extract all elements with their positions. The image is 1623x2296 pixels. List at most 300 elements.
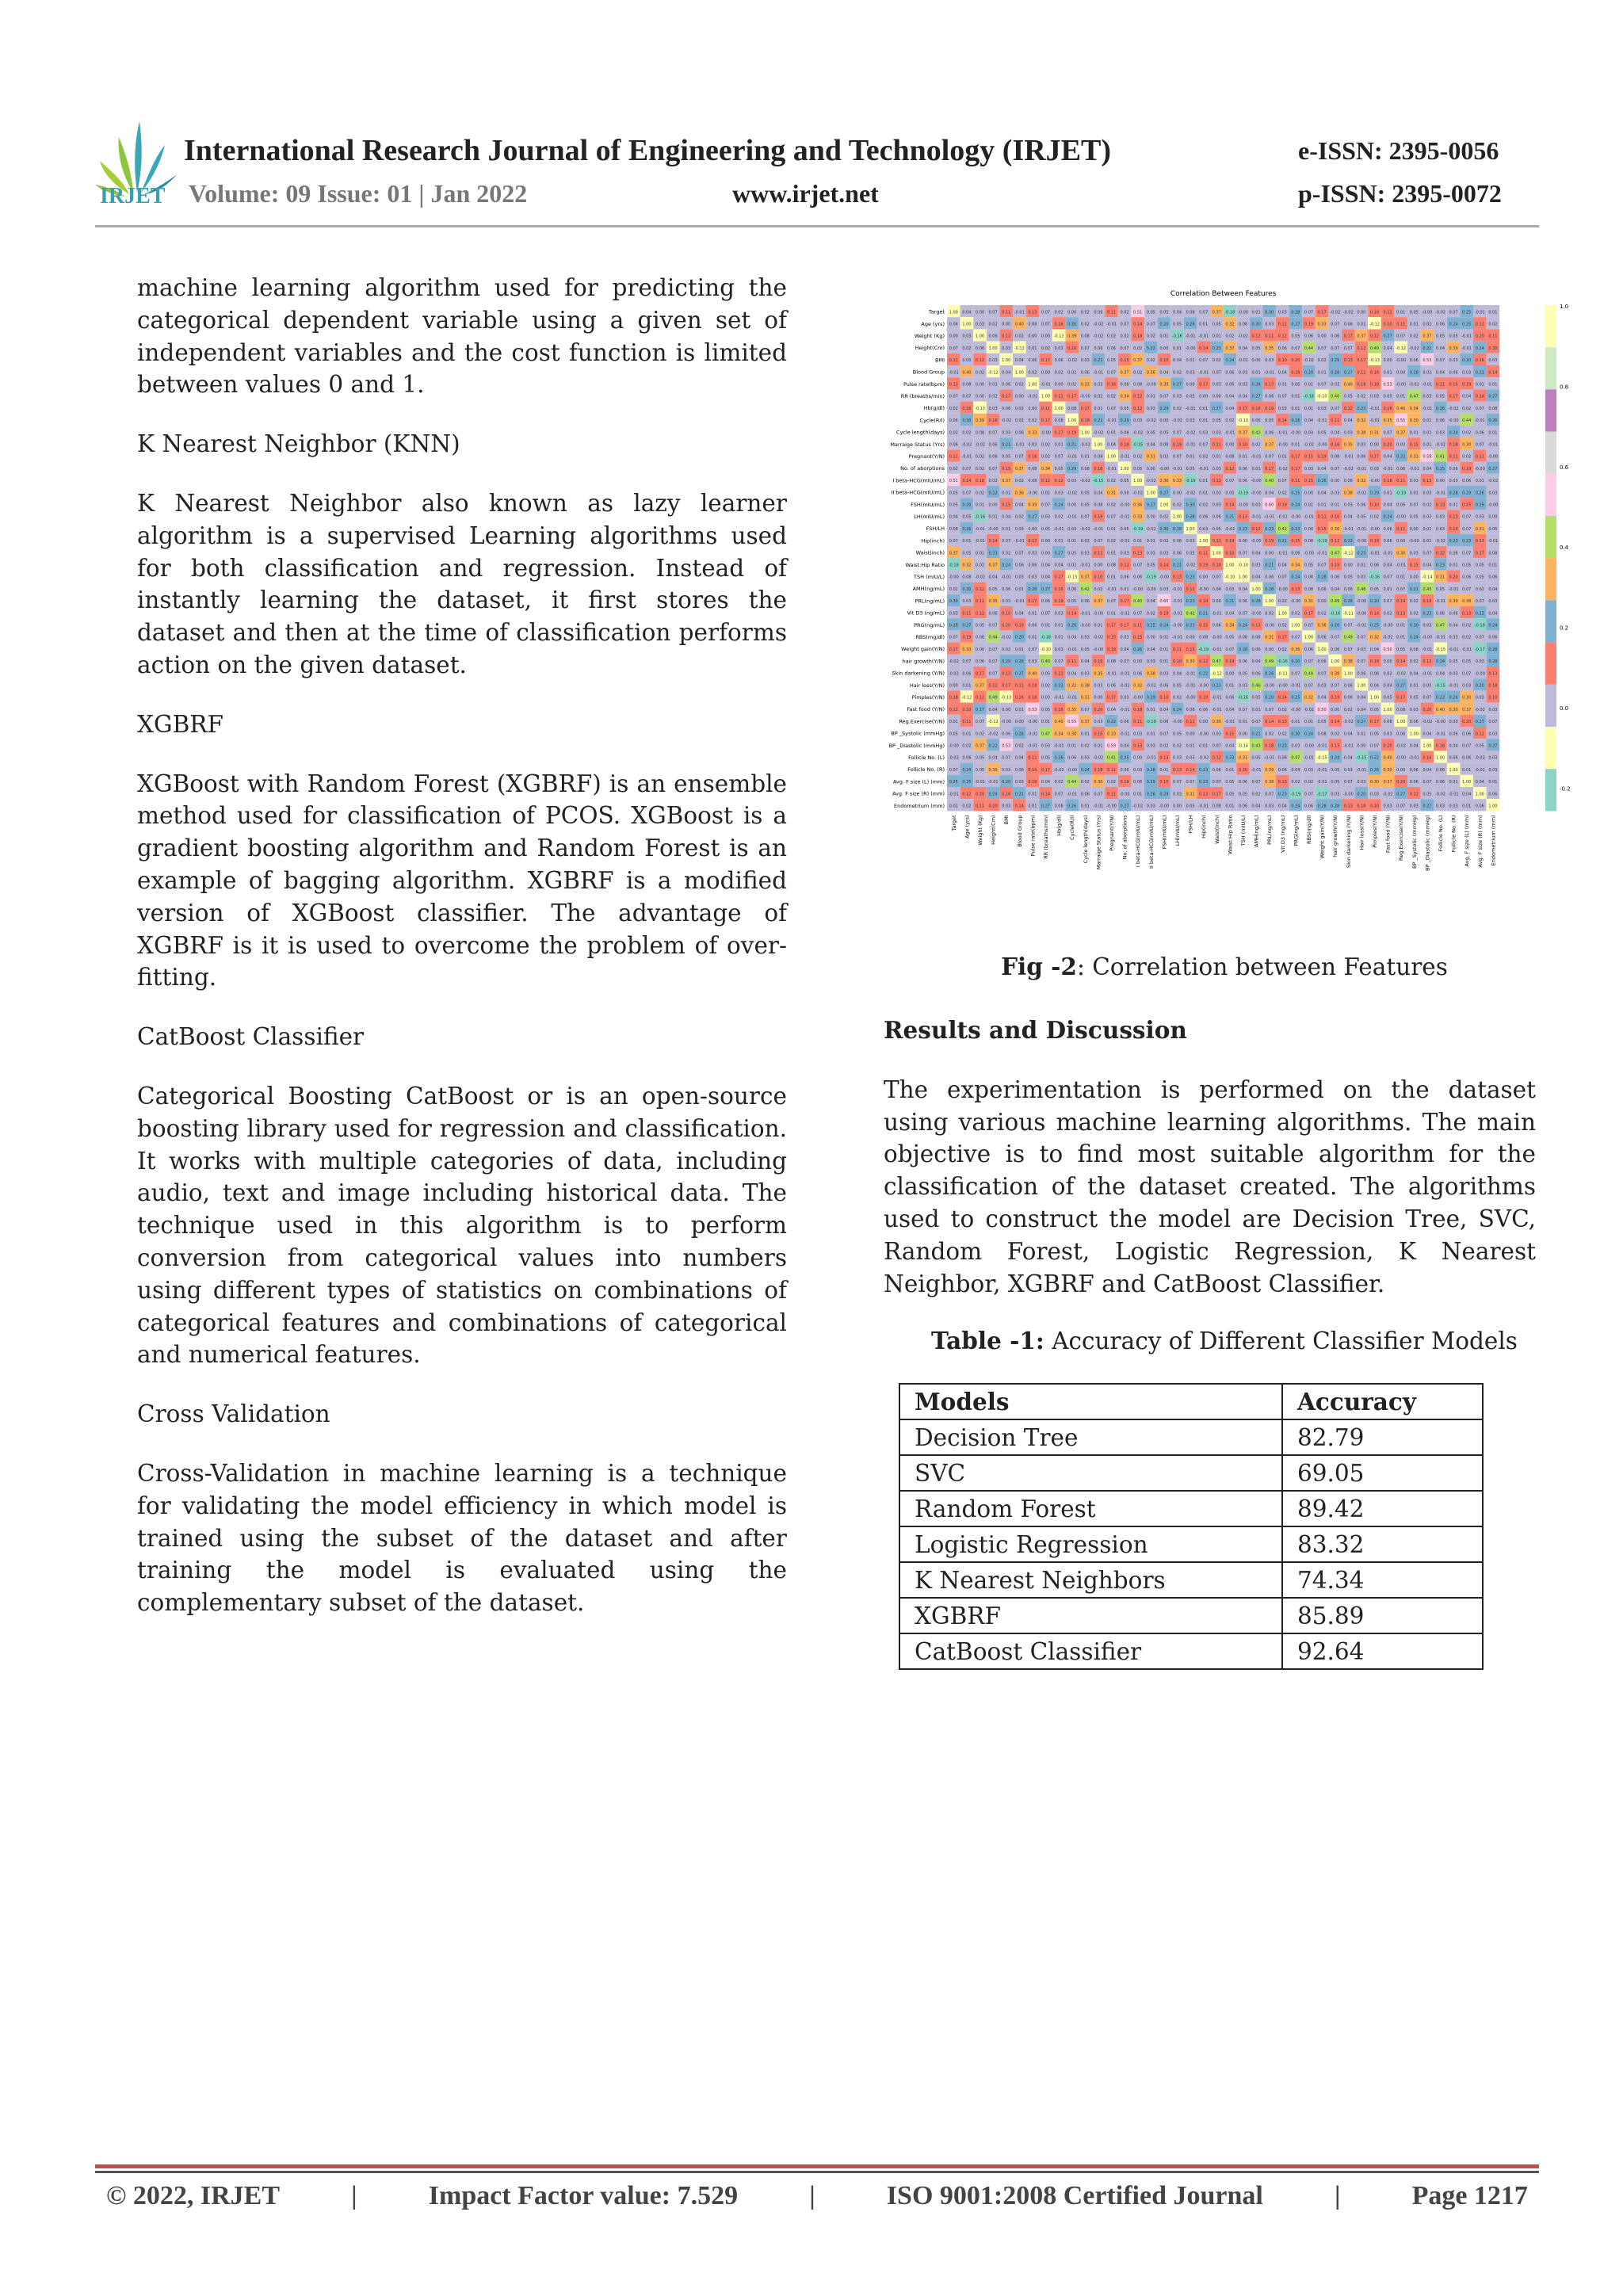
heatmap-cell-value: 0.11 — [1014, 683, 1024, 689]
heatmap-cell-value: 0.13 — [1396, 611, 1406, 617]
heatmap-cell-value: -0.02 — [1330, 310, 1341, 315]
heatmap-cell-value: 0.17 — [1238, 406, 1248, 411]
heatmap-cell-value: 0.01 — [1054, 635, 1064, 640]
heatmap-col-label: AMH(ng/mL) — [1253, 815, 1260, 847]
heatmap-cell-value: 0.06 — [1159, 683, 1169, 689]
heatmap-cell-value: 0.01 — [1199, 491, 1209, 496]
heatmap-cell-value: 0.07 — [1291, 671, 1300, 677]
table-caption-text: Accuracy of Different Classifier Models — [1044, 1328, 1518, 1354]
heatmap-cell-value: -0.01 — [975, 780, 985, 785]
website-link[interactable]: www.irjet.net — [732, 179, 879, 208]
heatmap-cell-value: -0.01 — [1185, 334, 1196, 339]
heatmap-cell-value: -0.12 — [961, 695, 972, 701]
heatmap-cell-value: 0.01 — [1094, 743, 1103, 749]
heatmap-cell-value: 0.32 — [1067, 683, 1077, 689]
heatmap-cell-value: 0.01 — [949, 586, 958, 592]
heatmap-cell-value: -0.01 — [1356, 623, 1367, 628]
heatmap-cell-value: 1.00 — [1396, 720, 1406, 725]
heatmap-cell-value: 0.01 — [1106, 430, 1117, 436]
heatmap-cell-value: 0.13 — [1159, 755, 1169, 761]
heatmap-cell-value: 0.07 — [1317, 346, 1327, 351]
heatmap-cell-value: 0.12 — [1225, 466, 1235, 472]
heatmap-cell-value: 0.07 — [1265, 792, 1274, 797]
heatmap-cell-value: 0.02 — [1014, 418, 1024, 424]
heatmap-cell-value: 0.06 — [1291, 551, 1300, 556]
heatmap-cell-value: 0.00 — [1159, 346, 1169, 351]
heatmap-cell-value: 0.00 — [1041, 551, 1051, 556]
heatmap-cell-value: 0.02 — [1369, 514, 1380, 520]
heatmap-cell-value: -0.00 — [1067, 767, 1078, 773]
heatmap-cell-value: 0.03 — [1028, 659, 1037, 665]
heatmap-cell-value: 0.28 — [1238, 647, 1248, 652]
heatmap-cell-value: 1.00 — [1304, 635, 1314, 640]
heatmap-cell-value: 0.05 — [1383, 394, 1392, 399]
heatmap-cell-value: -0.13 — [1238, 418, 1248, 424]
heatmap-cell-value: -0.00 — [1251, 611, 1262, 617]
heatmap-cell-value: 0.16 — [1435, 743, 1445, 749]
heatmap-cell-value: 0.06 — [1172, 551, 1182, 556]
table-row — [899, 1562, 1483, 1598]
heatmap-cell-value: 0.00 — [1159, 418, 1169, 424]
heatmap-cell-value: 0.05 — [1396, 647, 1406, 652]
heatmap-cell-value: 0.32 — [962, 563, 972, 568]
heatmap-cell-value: 0.02 — [1014, 382, 1024, 388]
heatmap-cell-value: 0.40 — [1435, 707, 1445, 712]
heatmap-cell-value: 0.02 — [1291, 780, 1300, 785]
heatmap-cell-value: -0.01 — [948, 792, 959, 797]
heatmap-cell-value: -0.01 — [1014, 539, 1025, 544]
heatmap-cell-value: -0.18 — [1224, 310, 1235, 315]
heatmap-cell-value: 0.00 — [1041, 334, 1051, 339]
heatmap-cell-value: -0.02 — [1198, 755, 1209, 761]
heatmap-cell-value: 0.25 — [1291, 695, 1300, 701]
heatmap-cell-value: 0.35 — [1343, 442, 1353, 448]
heatmap-title: Correlation Between Features — [1170, 290, 1277, 298]
heatmap-cell-value: 0.07 — [1120, 659, 1129, 665]
heatmap-cell-value: 0.02 — [1383, 671, 1392, 677]
heatmap-cell-value: 0.01 — [1304, 502, 1314, 508]
heatmap-cell-value: -0.19 — [1198, 647, 1209, 652]
heatmap-cell-value: -0.00 — [1027, 720, 1038, 725]
heatmap-cell-value: 0.13 — [1423, 479, 1432, 484]
heatmap-cell-value: 0.14 — [1186, 767, 1195, 773]
heatmap-cell-value: 0.01 — [1094, 623, 1103, 628]
heatmap-cell-value: 0.02 — [988, 394, 998, 399]
heatmap-cell-value: -0.01 — [1027, 743, 1038, 749]
heatmap-cell-value: 0.21 — [1199, 611, 1209, 617]
heatmap-cell-value: -0.19 — [1185, 479, 1196, 484]
heatmap-cell-value: 0.02 — [975, 370, 985, 376]
heatmap-cell-value: -0.02 — [1132, 491, 1144, 496]
heatmap-cell-value: 0.04 — [1251, 575, 1261, 580]
heatmap-cell-value: 0.02 — [1225, 418, 1235, 424]
heatmap-cell-value: 0.30 — [1067, 732, 1077, 737]
heatmap-cell-value: 0.17 — [949, 647, 958, 652]
heatmap-cell-value: 0.04 — [1159, 370, 1169, 376]
heatmap-cell-value: -0.02 — [1304, 442, 1314, 448]
heatmap-cell-value: 0.27 — [1172, 382, 1182, 388]
heatmap-cell-value: 0.00 — [1014, 394, 1024, 399]
heatmap-cell-value: -0.02 — [1435, 442, 1445, 448]
heatmap-cell-value: 0.04 — [1146, 442, 1155, 448]
heatmap-cell-value: 0.23 — [1186, 623, 1195, 628]
heatmap-row-label: Target — [928, 308, 945, 315]
heatmap-cell-value: 0.00 — [1199, 394, 1209, 399]
footer-copyright: © 2022, IRJET — [106, 2181, 281, 2210]
heatmap-cell-value: 0.06 — [1317, 586, 1327, 592]
heatmap-cell-value: 0.26 — [1475, 491, 1484, 496]
heatmap-cell-value: -0.12 — [1369, 322, 1380, 327]
heatmap-cell-value: 0.15 — [1449, 382, 1458, 388]
heatmap-cell-value: 0.33 — [1028, 430, 1037, 436]
heatmap-cell-value: -0.00 — [1041, 430, 1051, 436]
colorbar-band — [1545, 347, 1556, 389]
heatmap-cell-value: 0.11 — [1041, 406, 1051, 411]
heatmap-cell-value: 0.28 — [1409, 370, 1419, 376]
heatmap-cell-value: 0.05 — [1041, 707, 1051, 712]
heatmap-cell-value: 1.00 — [1317, 647, 1327, 652]
heatmap-cell-value: 0.01 — [1396, 394, 1406, 399]
heatmap-cell-value: 0.40 — [1396, 406, 1406, 411]
heatmap-cell-value: -0.00 — [948, 743, 959, 749]
heatmap-cell-value: 0.34 — [1409, 406, 1419, 411]
heatmap-cell-value: 0.06 — [1331, 334, 1340, 339]
heatmap-cell-value: 0.02 — [1251, 442, 1261, 448]
heatmap-cell-value: 0.01 — [1291, 442, 1300, 448]
heatmap-cell-value: 0.03 — [1094, 382, 1103, 388]
heatmap-cell-value: 0.16 — [1106, 382, 1117, 388]
heatmap-cell-value: 0.04 — [1277, 563, 1287, 568]
heatmap-cell-value: 0.13 — [1002, 671, 1011, 677]
heatmap-cell-value: 0.07 — [1291, 346, 1300, 351]
heatmap-cell-value: 0.05 — [1475, 563, 1484, 568]
heatmap-cell-value: 0.43 — [1251, 743, 1261, 749]
heatmap-cell-value: -0.16 — [1369, 575, 1380, 580]
heatmap-cell-value: 0.07 — [949, 346, 958, 351]
heatmap-cell-value: 0.00 — [1120, 491, 1129, 496]
heatmap-cell-value: 0.04 — [1014, 755, 1024, 761]
heatmap-cell-value: 0.26 — [1054, 755, 1064, 761]
heatmap-cell-value: 0.03 — [1435, 514, 1445, 520]
heatmap-row-label: BMI — [935, 357, 945, 364]
heatmap-cell-value: 0.40 — [1133, 599, 1143, 605]
heatmap-cell-value: 0.07 — [1238, 611, 1248, 617]
heatmap-cell-value: -0.01 — [1277, 514, 1288, 520]
heatmap-cell-value: 0.07 — [1159, 732, 1169, 737]
heatmap-cell-value: 0.12 — [975, 586, 985, 592]
heatmap-cell-value: 0.24 — [1291, 804, 1300, 809]
heatmap-cell-value: 0.05 — [1423, 792, 1432, 797]
heatmap-cell-value: 0.18 — [1133, 707, 1143, 712]
heatmap-col-label: Fast food (Y/N) — [1384, 815, 1392, 854]
heatmap-cell-value: 0.28 — [1449, 491, 1458, 496]
heatmap-cell-value: 0.06 — [1225, 695, 1235, 701]
heatmap-cell-value: -0.01 — [1079, 563, 1090, 568]
heatmap-cell-value: 0.04 — [1435, 671, 1445, 677]
heatmap-cell-value: 0.00 — [1146, 635, 1155, 640]
heatmap-cell-value: 0.04 — [1002, 370, 1011, 376]
heatmap-cell-value: 0.07 — [1054, 454, 1064, 460]
heatmap-cell-value: 0.08 — [1080, 466, 1090, 472]
heatmap-cell-value: 0.05 — [1172, 732, 1182, 737]
heatmap-cell-value: 0.23 — [1212, 683, 1221, 689]
heatmap-cell-value: 0.05 — [1369, 732, 1380, 737]
heatmap-cell-value: 0.01 — [1251, 707, 1261, 712]
heatmap-cell-value: 0.04 — [1409, 671, 1419, 677]
heatmap-cell-value: 0.19 — [1304, 322, 1314, 327]
heatmap-cell-value: -0.02 — [948, 671, 959, 677]
heatmap-cell-value: 0.21 — [1475, 370, 1484, 376]
heatmap-cell-value: -0.02 — [1145, 526, 1156, 532]
heatmap-cell-value: 0.10 — [1212, 563, 1221, 568]
heatmap-cell-value: 0.01 — [1002, 526, 1011, 532]
heatmap-cell-value: -0.01 — [1172, 611, 1182, 617]
heatmap-cell-value: -0.00 — [1396, 382, 1407, 388]
heatmap-cell-value: 0.01 — [1054, 539, 1064, 544]
heatmap-cell-value: 0.13 — [1172, 767, 1182, 773]
heatmap-cell-value: 0.10 — [1002, 611, 1011, 617]
heatmap-cell-value: 0.42 — [1251, 430, 1261, 436]
heatmap-cell-value: 0.02 — [1120, 310, 1129, 315]
heatmap-cell-value: 0.11 — [975, 804, 985, 809]
heatmap-col-label: Hb(g/dl) — [1056, 815, 1063, 836]
heatmap-cell-value: 0.06 — [1462, 732, 1472, 737]
heatmap-cell-value: 0.03 — [1238, 683, 1248, 689]
heatmap-cell-value: 0.13 — [1462, 611, 1472, 617]
heatmap-cell-value: 1.00 — [1159, 502, 1169, 508]
heatmap-cell-value: 0.01 — [1291, 394, 1300, 399]
heatmap-cell-value: 0.03 — [1423, 394, 1432, 399]
heatmap-cell-value: 0.30 — [1265, 310, 1274, 315]
heatmap-cell-value: -0.00 — [1198, 683, 1209, 689]
accuracy-cell: 92.64 — [1282, 1633, 1483, 1669]
heatmap-cell-value: 0.06 — [1251, 358, 1261, 364]
heatmap-cell-value: 0.01 — [1357, 732, 1366, 737]
heatmap-cell-value: 0.14 — [1277, 418, 1287, 424]
heatmap-cell-value: 0.17 — [1054, 430, 1064, 436]
heatmap-cell-value: -0.02 — [1408, 382, 1419, 388]
heatmap-cell-value: 0.38 — [1080, 683, 1090, 689]
heatmap-cell-value: 0.02 — [1080, 780, 1090, 785]
heatmap-cell-value: 0.00 — [1002, 707, 1011, 712]
heatmap-cell-value: -0.01 — [1067, 792, 1078, 797]
heatmap-cell-value: 0.11 — [1186, 720, 1195, 725]
heatmap-cell-value: 0.12 — [1212, 755, 1221, 761]
heatmap-cell-value: 0.03 — [1357, 780, 1366, 785]
colorbar-band — [1545, 769, 1556, 811]
heatmap-cell-value: 0.06 — [1369, 671, 1380, 677]
heatmap-cell-value: 0.07 — [1120, 322, 1129, 327]
heatmap-cell-value: 0.24 — [1159, 406, 1169, 411]
heatmap-cell-value: -0.00 — [1027, 491, 1038, 496]
heatmap-cell-value: -0.13 — [1067, 575, 1078, 580]
heatmap-cell-value: -0.02 — [1474, 707, 1485, 712]
heatmap-cell-value: 0.03 — [1080, 358, 1090, 364]
heatmap-cell-value: 1.00 — [1291, 623, 1300, 628]
heatmap-cell-value: -0.13 — [975, 406, 985, 411]
heatmap-cell-value: 0.01 — [1080, 454, 1090, 460]
heatmap-cell-value: 0.03 — [1028, 575, 1037, 580]
heatmap-col-label: Cycle(R/I) — [1069, 815, 1076, 840]
heatmap-cell-value: 0.11 — [1449, 454, 1458, 460]
heatmap-cell-value: 0.07 — [1146, 322, 1155, 327]
heatmap-cell-value: 0.03 — [1212, 732, 1221, 737]
heatmap-cell-value: 0.27 — [1291, 322, 1300, 327]
heatmap-cell-value: 0.01 — [1054, 623, 1064, 628]
heatmap-cell-value: 0.21 — [1225, 599, 1235, 605]
eissn: e-ISSN: 2395-0056 — [1298, 136, 1499, 165]
heatmap-cell-value: 0.00 — [962, 358, 972, 364]
heatmap-cell-value: -0.00 — [1487, 502, 1499, 508]
heatmap-cell-value: -0.02 — [1185, 563, 1196, 568]
heatmap-cell-value: -0.02 — [1396, 743, 1407, 749]
heatmap-cell-value: -0.01 — [1316, 743, 1327, 749]
heatmap-cell-value: 0.19 — [1369, 539, 1380, 544]
heatmap-cell-value: 0.03 — [1304, 430, 1314, 436]
heatmap-cell-value: 0.04 — [1462, 394, 1472, 399]
heatmap-cell-value: 0.19 — [1291, 370, 1300, 376]
heatmap-cell-value: 0.02 — [1146, 358, 1155, 364]
heatmap-cell-value: 0.26 — [962, 526, 972, 532]
heatmap-cell-value: 0.06 — [1014, 767, 1024, 773]
heatmap-cell-value: 0.04 — [1265, 491, 1274, 496]
heatmap-cell-value: 0.24 — [1225, 358, 1235, 364]
heatmap-cell-value: 0.05 — [1331, 767, 1340, 773]
header-accuracy: Accuracy — [1282, 1384, 1483, 1419]
heatmap-row-label: I beta-HCG(mIU/mL) — [892, 477, 945, 484]
heatmap-cell-value: 0.03 — [1462, 683, 1472, 689]
heatmap-cell-value: -0.01 — [1224, 430, 1235, 436]
heatmap-cell-value: 0.12 — [949, 707, 958, 712]
heatmap-cell-value: 0.07 — [1080, 707, 1090, 712]
heatmap-cell-value: -0.00 — [1264, 623, 1275, 628]
heatmap-cell-value: 0.00 — [1172, 804, 1182, 809]
heatmap-cell-value: 0.30 — [1369, 780, 1380, 785]
heatmap-cell-value: 0.06 — [1212, 514, 1221, 520]
heatmap-cell-value: 0.21 — [1094, 358, 1103, 364]
heatmap-cell-value: 0.12 — [1331, 539, 1340, 544]
heatmap-cell-value: 0.06 — [1409, 720, 1419, 725]
heatmap-cell-value: -0.02 — [1382, 635, 1393, 640]
heatmap-cell-value: -0.17 — [1316, 792, 1327, 797]
heatmap-cell-value: 0.01 — [1186, 743, 1195, 749]
heatmap-cell-value: 0.02 — [1172, 406, 1182, 411]
heatmap-cell-value: 0.40 — [1331, 394, 1340, 399]
heatmap-cell-value: -0.01 — [1172, 418, 1182, 424]
heatmap-cell-value: 0.06 — [975, 635, 985, 640]
heatmap-cell-value: 0.02 — [1014, 743, 1024, 749]
heatmap-cell-value: 0.11 — [949, 454, 958, 460]
heatmap-cell-value: 0.05 — [1317, 720, 1327, 725]
heatmap-cell-value: 0.03 — [1462, 370, 1472, 376]
heatmap-cell-value: 0.01 — [1172, 346, 1182, 351]
heatmap-cell-value: 0.19 — [1080, 418, 1090, 424]
heatmap-cell-value: 0.00 — [1133, 659, 1143, 665]
heatmap-cell-value: 0.00 — [1331, 479, 1340, 484]
heatmap-cell-value: 0.07 — [1172, 780, 1182, 785]
heatmap-cell-value: -0.00 — [1290, 707, 1301, 712]
heatmap-cell-value: 0.24 — [1383, 514, 1392, 520]
heatmap-cell-value: 0.36 — [1317, 623, 1327, 628]
heatmap-cell-value: 0.08 — [1186, 310, 1195, 315]
heatmap-cell-value: 0.03 — [1475, 659, 1484, 665]
heatmap-cell-value: 0.00 — [1002, 322, 1011, 327]
heatmap-cell-value: 1.00 — [1251, 586, 1261, 592]
heatmap-cell-value: 0.03 — [1251, 563, 1261, 568]
heatmap-cell-value: 0.03 — [1238, 382, 1248, 388]
heatmap-row-label: Waist:Hip Ratio — [905, 561, 945, 568]
heatmap-cell-value: 0.08 — [1067, 406, 1077, 411]
heatmap-cell-value: 0.05 — [1041, 671, 1051, 677]
heatmap-cell-value: 0.06 — [1357, 454, 1366, 460]
heatmap-cell-value: 0.19 — [1265, 539, 1274, 544]
heatmap-cell-value: 0.16 — [1067, 346, 1077, 351]
heatmap-cell-value: 0.03 — [1094, 720, 1103, 725]
heatmap-cell-value: 0.29 — [1146, 695, 1155, 701]
heatmap-cell-value: 0.10 — [1277, 358, 1287, 364]
heatmap-cell-value: 0.01 — [1383, 370, 1392, 376]
heatmap-cell-value: 1.00 — [1423, 743, 1432, 749]
heatmap-cell-value: 0.14 — [1475, 394, 1484, 399]
heatmap-cell-value: 1.00 — [1449, 767, 1458, 773]
heatmap-cell-value: 0.05 — [1120, 406, 1129, 411]
heatmap-cell-value: 0.03 — [1304, 466, 1314, 472]
model-cell: SVC — [899, 1455, 1282, 1491]
heatmap-cell-value: 0.04 — [1067, 635, 1077, 640]
heatmap-cell-value: 0.12 — [975, 358, 985, 364]
heatmap-cell-value: 0.06 — [1238, 780, 1248, 785]
heatmap-cell-value: -0.18 — [948, 563, 959, 568]
heatmap-cell-value: 0.02 — [1304, 780, 1314, 785]
heatmap-cell-value: 0.32 — [1304, 695, 1314, 701]
heatmap-cell-value: 0.20 — [1462, 720, 1472, 725]
heatmap-row-label: hair growth(Y/N) — [902, 658, 945, 665]
heatmap-cell-value: -0.01 — [1422, 382, 1433, 388]
heatmap-cell-value: 0.07 — [1028, 647, 1037, 652]
table-header-row — [899, 1384, 1483, 1419]
heatmap-cell-value: 1.00 — [1080, 430, 1090, 436]
heatmap-cell-value: -0.19 — [1396, 491, 1407, 496]
heatmap-cell-value: 0.34 — [1054, 732, 1064, 737]
heatmap-col-label: Avg. F size (R) (mm) — [1476, 815, 1484, 868]
heatmap-cell-value: 0.36 — [1014, 491, 1024, 496]
heatmap-cell-value: 0.06 — [1106, 683, 1117, 689]
heatmap-cell-value: 0.26 — [1067, 804, 1077, 809]
heatmap-cell-value: 0.03 — [1172, 755, 1182, 761]
heatmap-cell-value: 0.06 — [1357, 502, 1366, 508]
heatmap-cell-value: 0.03 — [1357, 575, 1366, 580]
heatmap-cell-value: 0.11 — [975, 599, 985, 605]
heatmap-cell-value: 0.21 — [1277, 539, 1287, 544]
heatmap-cell-value: 0.15 — [1199, 623, 1209, 628]
heatmap-cell-value: 0.28 — [1028, 586, 1037, 592]
heatmap-cell-value: 0.15 — [1291, 539, 1300, 544]
heatmap-cell-value: 0.00 — [988, 502, 998, 508]
colorbar-band — [1545, 727, 1556, 769]
heatmap-cell-value: 0.23 — [1291, 526, 1300, 532]
heatmap-cell-value: 0.33 — [1106, 732, 1117, 737]
heatmap-cell-value: -0.01 — [1316, 551, 1327, 556]
heatmap-cell-value: 0.13 — [1449, 514, 1458, 520]
table-row — [899, 1455, 1483, 1491]
heatmap-cell-value: 0.03 — [1212, 430, 1221, 436]
heatmap-cell-value: -0.02 — [1119, 611, 1130, 617]
heatmap-cell-value: 0.02 — [1159, 454, 1169, 460]
heatmap-cell-value: -0.00 — [1106, 804, 1117, 809]
heatmap-cell-value: 0.15 — [1159, 358, 1169, 364]
heatmap-cell-value: 0.06 — [1238, 804, 1248, 809]
heatmap-cell-value: 0.01 — [1449, 780, 1458, 785]
